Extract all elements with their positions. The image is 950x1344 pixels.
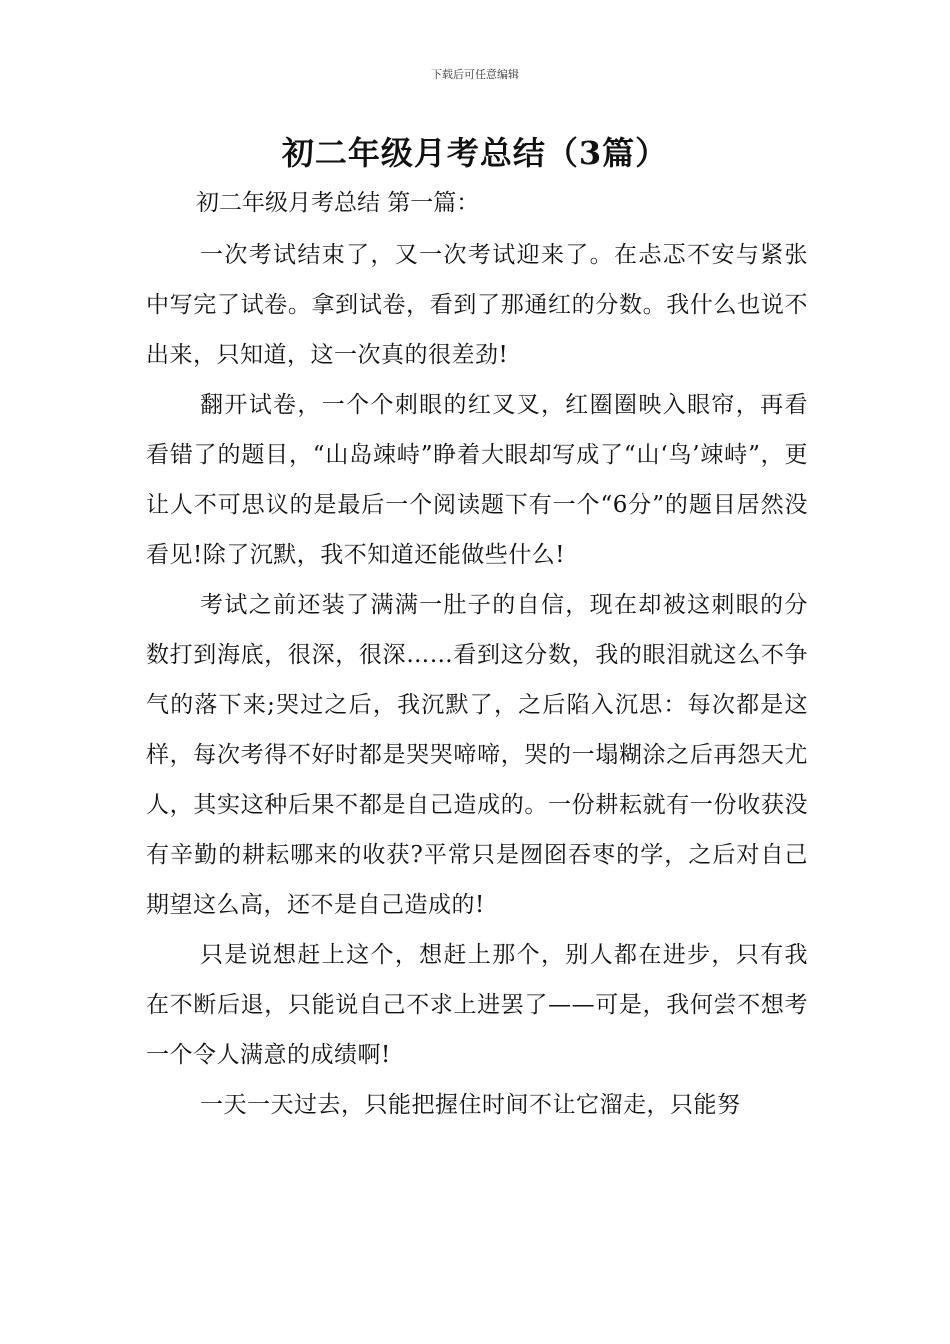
section-subtitle: 初二年级月考总结 第一篇： (196, 190, 480, 216)
paragraph-5: 一天一天过去，只能把握住时间不让它溜走，只能努 (200, 1092, 741, 1118)
document-body (146, 230, 808, 1130)
paragraph-3: 考试之前还装了满满一肚子的自信，现在却被这刺眼的分数打到海底，很深，很深……看到这分数，我的眼泪就这么不争气的落下来;哭过之后，我沉默了，之后陷入沉思：每次都是这样，每次考得不好时都是哭哭啼啼，哭的一塌糊涂之后再怨天尤人，其实这种后果不都是自己造成的。一份耕耘就有一份收获没有辛勤的耕耘哪来的收获?平常只是囫囵吞枣的学，之后对自己期望这么高，还不是自己造成的! (146, 592, 808, 918)
paragraph-4: 只是说想赶上这个，想赶上那个，别人都在进步，只有我在不断后退，只能说自己不求上进罢了——可是，我何尝不想考一个令人满意的成绩啊! (146, 942, 808, 1068)
paragraph-2: 翻开试卷，一个个刺眼的红叉叉，红圈圈映入眼帘，再看看错了的题目，“山岛竦峙”睁着大眼却写成了“山‘鸟’竦峙”，更让人不可思议的是最后一个阅读题下有一个“6分”的题目居然没看见!除了沉默，我不知道还能做些什么! (146, 392, 808, 568)
header-note: 下载后可任意编辑 (431, 68, 519, 81)
paragraph-1: 一次考试结束了，又一次考试迎来了。在忐忑不安与紧张中写完了试卷。拿到试卷，看到了那通红的分数。我什么也说不出来，只知道，这一次真的很差劲! (146, 242, 808, 368)
document-title: 初二年级月考总结（3篇） (281, 134, 669, 172)
